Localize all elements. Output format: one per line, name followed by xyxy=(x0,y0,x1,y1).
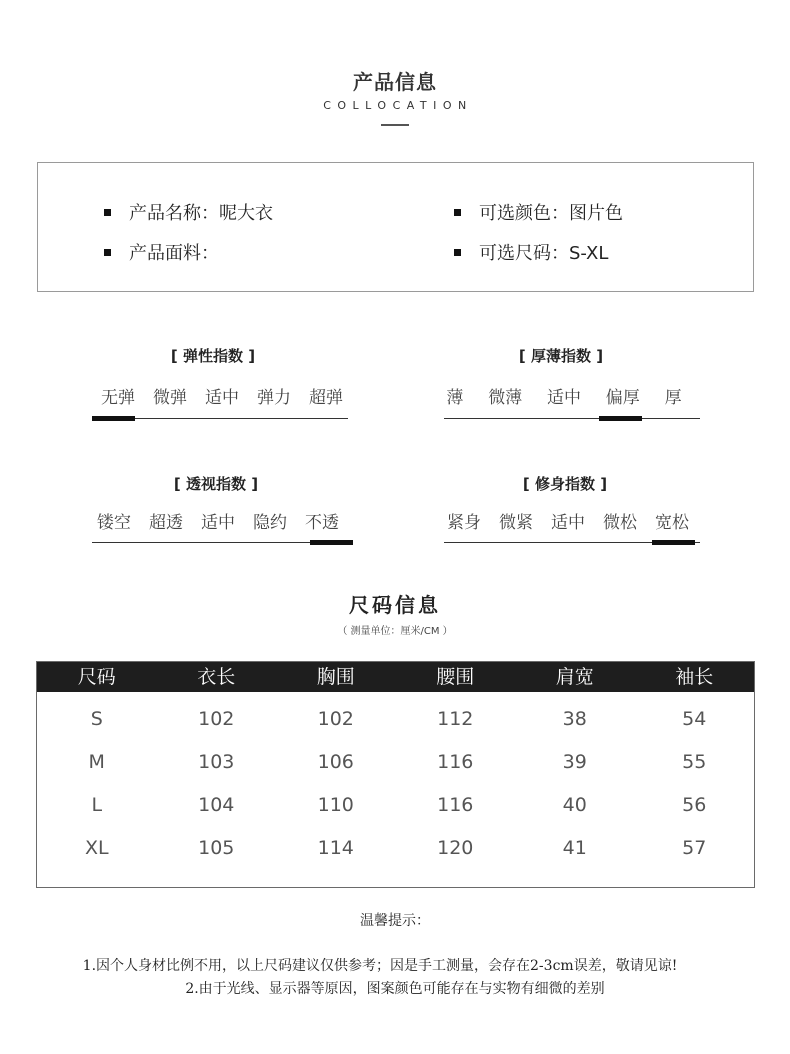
info-color-text: 可选颜色：图片色 xyxy=(479,203,623,224)
table-row xyxy=(37,741,754,784)
column-header: 胸围 xyxy=(316,666,355,688)
column-header: 尺码 xyxy=(77,666,116,688)
thickness-selected-marker xyxy=(599,416,642,421)
info-name xyxy=(104,199,273,225)
page-subtitle: COLLOCATION xyxy=(323,99,473,112)
table-cell: 57 xyxy=(682,837,707,859)
size-table-body xyxy=(37,698,754,870)
thickness-scale xyxy=(434,383,694,408)
table-cell: 56 xyxy=(682,794,707,816)
fit-label: 宽松 xyxy=(655,513,689,533)
size-table-header xyxy=(37,662,754,692)
table-cell: 114 xyxy=(317,837,354,859)
table-cell: 116 xyxy=(437,751,474,773)
fit-selected-marker xyxy=(652,540,695,545)
table-cell: 39 xyxy=(562,751,587,773)
thickness-line xyxy=(444,418,700,419)
elasticity-scale xyxy=(92,383,352,408)
thickness-label: 适中 xyxy=(546,388,581,408)
table-cell: 105 xyxy=(198,837,235,859)
elasticity-label: 弹力 xyxy=(257,388,291,408)
elasticity-label: 无弹 xyxy=(101,388,135,408)
transparency-label: 隐约 xyxy=(253,513,287,533)
table-row xyxy=(37,784,754,827)
transparency-label: 超透 xyxy=(149,513,183,533)
transparency-label: 镂空 xyxy=(97,513,131,533)
fit-scale xyxy=(438,508,698,533)
column-header: 腰围 xyxy=(436,666,475,688)
transparency-label: 不透 xyxy=(305,513,339,533)
bullet-icon xyxy=(104,209,111,216)
fit-label: 微紧 xyxy=(499,513,533,533)
transparency-title: [ 透视指数 ] xyxy=(173,475,259,493)
fit-label: 微松 xyxy=(603,513,637,533)
table-cell: M xyxy=(88,751,105,773)
info-color xyxy=(454,199,623,225)
bullet-icon xyxy=(454,209,461,216)
table-cell: XL xyxy=(84,837,109,859)
tip-line-1: 1.因个人身材比例不用，以上尺码建议仅供参考；因是手工测量，会存在2-3cm误差，敬请见谅! xyxy=(82,958,678,974)
fit-label: 紧身 xyxy=(447,513,481,533)
info-size xyxy=(454,239,608,265)
table-cell: 102 xyxy=(198,708,235,730)
product-info-box xyxy=(37,162,754,292)
info-name-text: 产品名称：呢大衣 xyxy=(129,203,273,224)
size-table xyxy=(36,661,755,888)
table-cell: 103 xyxy=(198,751,235,773)
thickness-label: 微薄 xyxy=(488,388,523,408)
fit-label: 适中 xyxy=(551,513,585,533)
table-row xyxy=(37,698,754,741)
bullet-icon xyxy=(454,249,461,256)
info-size-text: 可选尺码：S-XL xyxy=(479,243,609,264)
info-fabric-text: 产品面料： xyxy=(129,243,219,264)
table-cell: S xyxy=(90,708,103,730)
table-cell: 38 xyxy=(562,708,587,730)
fit-title: [ 修身指数 ] xyxy=(522,475,608,493)
transparency-selected-marker xyxy=(310,540,353,545)
elasticity-label: 微弹 xyxy=(153,388,187,408)
table-cell: L xyxy=(91,794,103,816)
table-cell: 116 xyxy=(437,794,474,816)
elasticity-label: 超弹 xyxy=(309,388,343,408)
table-cell: 106 xyxy=(317,751,354,773)
size-section-unit: （ 测量单位：厘米/CM ） xyxy=(337,626,453,637)
elasticity-label: 适中 xyxy=(205,388,239,408)
tip-line-2: 2.由于光线、显示器等原因，图案颜色可能存在与实物有细微的差别 xyxy=(185,981,605,997)
column-header: 袖长 xyxy=(675,666,714,688)
transparency-label: 适中 xyxy=(201,513,235,533)
thickness-label: 厚 xyxy=(664,388,682,408)
elasticity-title: [ 弹性指数 ] xyxy=(170,347,256,365)
table-cell: 110 xyxy=(317,794,354,816)
table-cell: 55 xyxy=(682,751,707,773)
column-header: 肩宽 xyxy=(555,666,594,688)
table-cell: 112 xyxy=(437,708,474,730)
elasticity-selected-marker xyxy=(92,416,135,421)
table-cell: 54 xyxy=(682,708,707,730)
thickness-label: 偏厚 xyxy=(605,388,640,408)
title-divider xyxy=(381,124,409,126)
size-section-title: 尺码信息 xyxy=(349,593,441,617)
info-fabric xyxy=(104,239,219,265)
table-row xyxy=(37,827,754,870)
thickness-label: 薄 xyxy=(446,388,464,408)
table-cell: 104 xyxy=(198,794,235,816)
table-cell: 40 xyxy=(562,794,587,816)
column-header: 衣长 xyxy=(197,666,236,688)
bullet-icon xyxy=(104,249,111,256)
table-cell: 41 xyxy=(562,837,587,859)
page-title: 产品信息 xyxy=(353,70,437,94)
table-cell: 120 xyxy=(437,837,474,859)
thickness-title: [ 厚薄指数 ] xyxy=(518,347,604,365)
tips-title: 温馨提示： xyxy=(360,913,430,929)
table-cell: 102 xyxy=(317,708,354,730)
transparency-scale xyxy=(88,508,348,533)
